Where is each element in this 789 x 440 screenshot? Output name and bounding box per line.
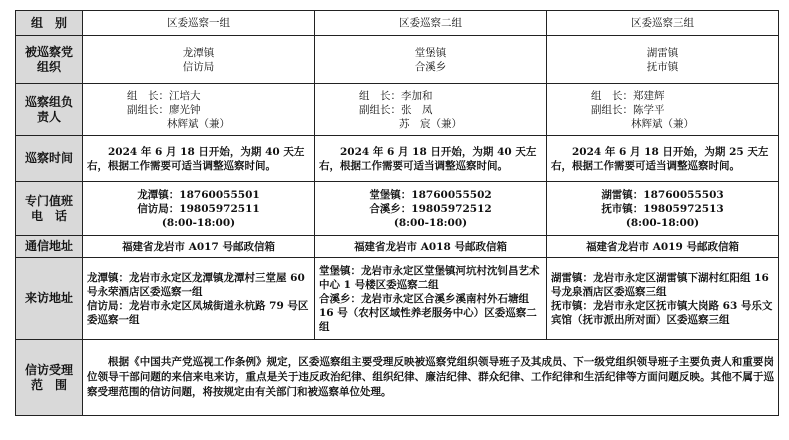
group-2-deputy: 副组长：张 凤 [359, 103, 433, 116]
group-2-visit-2: 合溪乡：龙岩市永定区合溪乡溪南村外石塘组 16 号（农村区域性养老服务中心）区委巡察二组 [319, 292, 537, 333]
group-3-leader: 组 长：郑建辉 [591, 89, 665, 102]
group-3-visit-1: 湖雷镇：龙岩市永定区湖雷镇下湖村红阳组 16 号龙泉酒店区委巡察三组 [551, 271, 769, 298]
group-1-leaders [83, 84, 315, 136]
group-2-deputy-2: 苏 宸（兼） [399, 117, 462, 130]
group-3-name: 区委巡察三组 [547, 11, 779, 36]
group-1-org-1: 龙潭镇 [182, 46, 215, 59]
time-row [16, 136, 779, 182]
hotline-label: 专门值班电 话 [16, 182, 83, 236]
scope-text: 根据《中国共产党巡视工作条例》规定，区委巡察组主要受理反映被巡察党组织领导班子及其成员、下一级党组织领导班子主要负责人和重要岗位领导干部问题的来信来电来访，重点是关于违反政治纪律、组织纪律、廉洁纪律、群众纪律、工作纪律和生活纪律等方面问题反映。其他不属于巡察受理范围的信访问题，将按规定由有关部门和被巡察单位处理。 [83, 340, 779, 416]
group-3-mail: 福建省龙岩市 A019 号邮政信箱 [547, 236, 779, 258]
leaders-row [16, 84, 779, 136]
group-1-visit-2: 信访局：龙岩市永定区凤城街道永杭路 79 号区委巡察一组 [87, 299, 309, 326]
group-2-hours: (8:00-18:00) [393, 216, 468, 229]
leaders-label: 巡察组负责人 [16, 84, 83, 136]
group-3-org-2: 抚市镇 [646, 60, 679, 73]
org-row [16, 36, 779, 84]
group-2-org-2: 合溪乡 [414, 60, 447, 73]
group-label: 组 别 [16, 11, 83, 36]
group-1-phone-1: 龙潭镇：18760055501 [137, 188, 260, 201]
hotline-row [16, 182, 779, 236]
group-3-visit [547, 258, 779, 340]
group-1-leader: 组 长：江培大 [127, 89, 201, 102]
group-3-deputy: 副组长：陈学平 [591, 103, 665, 116]
group-2-org-1: 堂堡镇 [414, 46, 447, 59]
group-2-time: 2024 年 6 月 18 日开始，为期 40 天左右，根据工作需要可适当调整巡察时间。 [315, 136, 547, 182]
visit-label: 来访地址 [16, 258, 83, 340]
group-2-phone-1: 堂堡镇：18760055502 [369, 188, 492, 201]
visit-row [16, 258, 779, 340]
group-1-deputy: 副组长：廖光钟 [127, 103, 201, 116]
group-3-orgs [547, 36, 779, 84]
inspection-notice-table-wrapper [15, 10, 778, 416]
group-2-leader: 组 长：李加和 [359, 89, 433, 102]
group-1-mail: 福建省龙岩市 A017 号邮政信箱 [83, 236, 315, 258]
inspection-notice-table [15, 10, 779, 416]
scope-row [16, 340, 779, 416]
group-header-row [16, 11, 779, 36]
group-1-hours: (8:00-18:00) [161, 216, 236, 229]
group-3-hours: (8:00-18:00) [625, 216, 700, 229]
group-3-leaders [547, 84, 779, 136]
group-1-hotline [83, 182, 315, 236]
group-2-leaders [315, 84, 547, 136]
group-1-org-2: 信访局 [182, 60, 215, 73]
group-2-mail: 福建省龙岩市 A018 号邮政信箱 [315, 236, 547, 258]
group-3-hotline [547, 182, 779, 236]
group-3-deputy-2: 林辉斌（兼） [631, 117, 694, 130]
group-3-phone-1: 湖雷镇：18760055503 [601, 188, 724, 201]
time-label: 巡察时间 [16, 136, 83, 182]
group-3-phone-2: 抚市镇：19805972513 [601, 202, 724, 215]
group-1-name: 区委巡察一组 [83, 11, 315, 36]
group-2-hotline [315, 182, 547, 236]
group-3-time: 2024 年 6 月 18 日开始，为期 25 天左右，根据工作需要可适当调整巡察时间。 [547, 136, 779, 182]
scope-label: 信访受理范 围 [16, 340, 83, 416]
group-1-phone-2: 信访局：19805972511 [137, 202, 260, 215]
mail-label: 通信地址 [16, 236, 83, 258]
group-3-visit-2: 抚市镇：龙岩市永定区抚市镇大岗路 63 号乐文宾馆（抚市派出所对面）区委巡察三组 [551, 299, 773, 326]
group-2-visit [315, 258, 547, 340]
org-label: 被巡察党组织 [16, 36, 83, 84]
group-1-deputy-2: 林辉斌（兼） [167, 117, 230, 130]
group-1-visit-1: 龙潭镇：龙岩市永定区龙潭镇龙潭村三堂屋 60 号永荣酒店区委巡察一组 [87, 271, 305, 298]
group-3-org-1: 湖雷镇 [646, 46, 679, 59]
group-1-orgs [83, 36, 315, 84]
group-2-visit-1: 堂堡镇：龙岩市永定区堂堡镇河坑村沈钊昌艺术中心 1 号楼区委巡察二组 [319, 264, 540, 291]
group-2-name: 区委巡察二组 [315, 11, 547, 36]
group-2-phone-2: 合溪乡：19805972512 [369, 202, 492, 215]
group-1-visit [83, 258, 315, 340]
group-1-time: 2024 年 6 月 18 日开始，为期 40 天左右，根据工作需要可适当调整巡察时间。 [83, 136, 315, 182]
mail-row [16, 236, 779, 258]
group-2-orgs [315, 36, 547, 84]
